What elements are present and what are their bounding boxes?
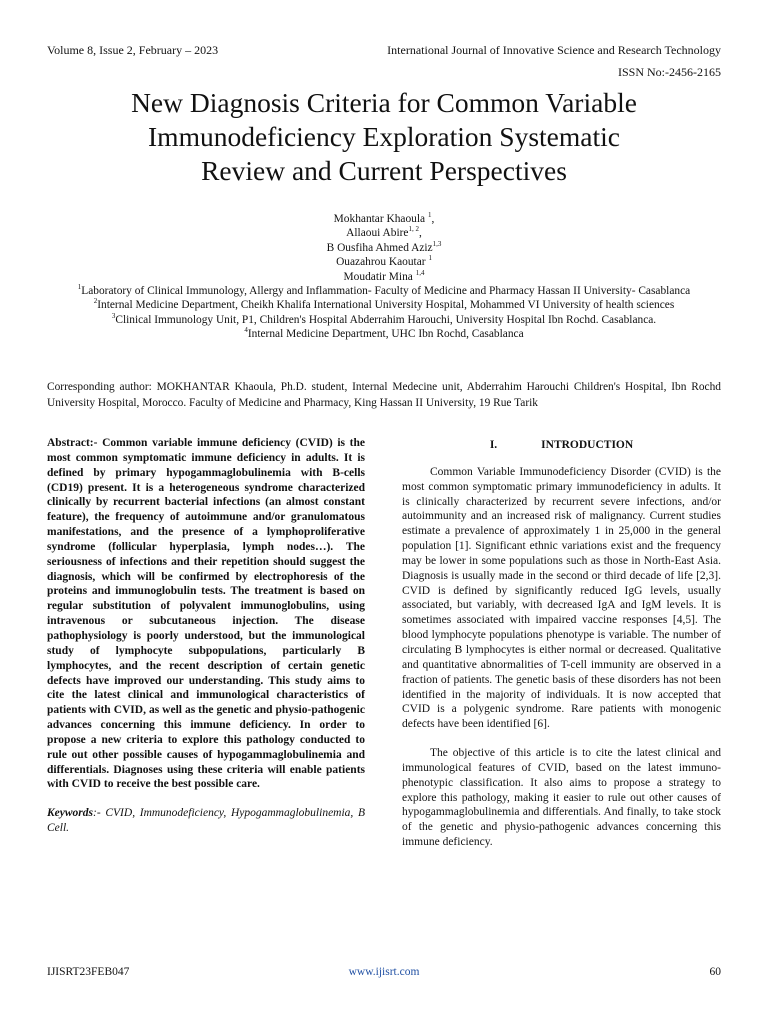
author-block	[40, 212, 728, 342]
affiliation: $^4$Internal Medicine Department, UHC Ibn Rochd, Casablanca	[244, 326, 524, 341]
section-number: I.	[489, 439, 498, 451]
intro-paragraph: Common Variable Immunodeficiency Disorder (CVID) is the most common symptomatic primary immunodeficiency in adults. It is clinically characterized by recurrent severe infections, and/or autoimmunity and an increased risk of malignancy. Current studies estimate a prevalence of approximately 1 in 25,000 in the general population [1]. Significant ethnic variations exist and the frequency may be lower in some populations such as those in North-East Asia. Diagnosis is usually made in the second or third decade of life [2,3]. CVID is defined by significantly reduced IgG levels, usually associated, but variably, with decreased IgA and IgM levels. It is sometimes associated with impaired vaccine responses [4,5]. The blood lymphocyte populations phenotype is variable. The number of circulating B lymphocytes is either normal or decreased. Qualitative and quantitative abnormalities of T-cell immunity are observed in a fraction of patients. The genetic basis of these disorders has not been identified in the majority of individuals. It is now accepted that CVID is a polygenic syndrome. Rare patients with monogenic defects have been identified [6].	[402, 465, 721, 731]
title-line: Immunodeficiency Exploration Systematic	[148, 121, 620, 152]
keywords: Keywords:- CVID, Immunodeficiency, Hypogammaglobulinemia, B Cell.	[47, 807, 365, 835]
title-line: Review and Current Perspectives	[201, 155, 567, 186]
corresponding-author: Corresponding author: MOKHANTAR Khaoula, Ph.D. student, Internal Medecine unit, Abderrahim Harouchi Children's Hospital, Ibn Rochd University Hospital, Morocco. Faculty of Medicine and Pharmacy, King Hassan II University, 19 Rue Tarik	[47, 381, 721, 409]
author-line: B Ousfiha Ahmed Aziz$^{1,3}$	[326, 240, 442, 254]
title-line: New Diagnosis Criteria for Common Variable	[131, 87, 637, 118]
left-column	[47, 436, 365, 836]
page-number: 60	[709, 966, 721, 978]
issn-number: ISSN No:-2456-2165	[617, 65, 721, 79]
affiliation: $^3$Clinical Immunology Unit, P1, Children's Hospital Abderrahim Harouchi, University Hospital Ibn Rochd. Casablanca.	[111, 312, 657, 326]
author-line: Moudatir Mina $^{1,4}$	[343, 268, 425, 283]
author-line: Mokhantar Khaoula $^1$,	[333, 211, 435, 225]
abstract: Abstract:- Common variable immune deficiency (CVID) is the most common symptomatic immune deficiency in adults. It is defined by primary hypogammaglobulinemia with B-cells (CD19) present. It is a heterogeneous syndrome characterized clinically by recurrent bacterial infections (an almost constant feature), the frequency of autoimmune and/or granulomatous manifestations, and the presence of a lymphoproliferative syndrome (follicular hyperplasia, lymph nodes…). The seriousness of infections and their repetition should suggest the diagnosis, which will be confirmed by electrophoresis of the proteins and immunoglobulin tests. The treatment is based on regular substitution of polyvalent immunoglobulins, using intravenous or subcutaneous injection. The disease pathophysiology is poorly understood, but the immunological study of lymphocyte subpopulations, particularly B lymphocytes, and the recent description of certain genetic defects have improved our understanding. This study aims to cite the latest clinical and immunological characteristics of patients with CVID, as well as the genetic and physio-pathogenic advances concerning this immune deficiency. In order to propose a new criteria to explore this pathology conducted to rule out other possible causes of hypogammaglobulinemia and differentials. Diagnoses using these criteria will enable patients with CVID to receive the best possible care.	[47, 437, 365, 791]
intro-paragraph: The objective of this article is to cite the latest clinical and immunological features of CVID, based on the latest immuno-phenotypic classification. It also aims to propose a strategy to explore this pathology, making it easier to rule out other causes of hypogammaglobulinemia and differentials. And finally, to take stock of the genetic and physio-pathogenic advances concerning this immune deficiency.	[402, 747, 721, 849]
keywords-label: Keywords	[47, 807, 93, 820]
author-line: Allaoui Abire$^{1, 2}$,	[346, 225, 422, 240]
author-line: Ouazahrou Kaoutar $^1$	[336, 254, 432, 269]
volume-info: Volume 8, Issue 2, February – 2023	[47, 43, 219, 57]
section-heading	[402, 438, 721, 453]
journal-name: International Journal of Innovative Science and Research Technology	[387, 43, 721, 57]
affiliation: $^1$Laboratory of Clinical Immunology, Allergy and Inflammation- Faculty of Medicine and Pharmacy Hassan II University- Casablanca	[77, 283, 691, 298]
affiliation: $^2$Internal Medicine Department, Cheikh Khalifa International University Hospital, Mohammed VI University of health sciences	[93, 297, 675, 312]
paper-id: IJISRT23FEB047	[47, 966, 130, 978]
paper-title	[60, 86, 708, 188]
keywords-text: CVID, Immunodeficiency, Hypogammaglobulinemia, B Cell.	[47, 807, 365, 835]
journal-url[interactable]: www.ijisrt.com	[348, 966, 420, 978]
section-title: INTRODUCTION	[541, 439, 634, 451]
right-column	[402, 436, 721, 850]
